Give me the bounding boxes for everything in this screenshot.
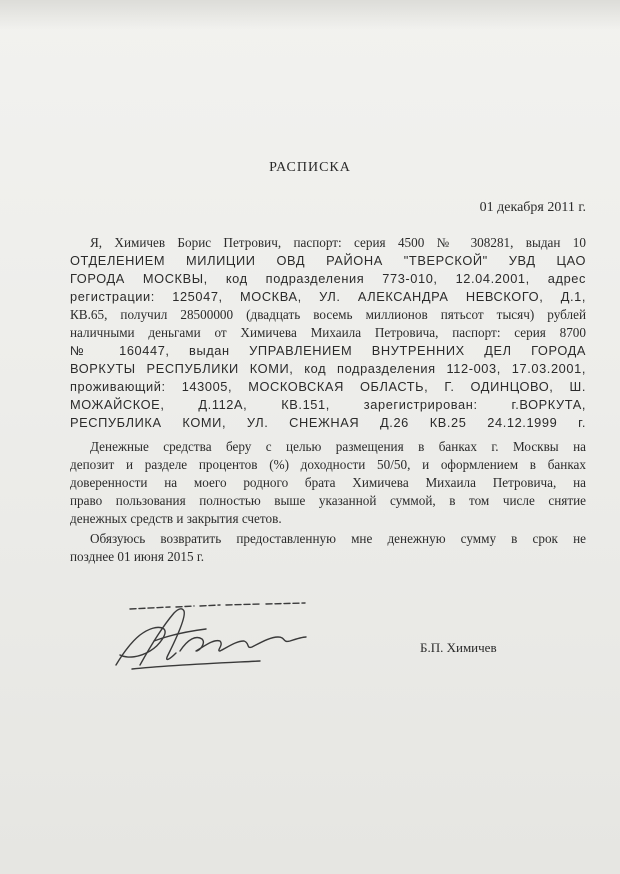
- body-line: МОЖАЙСКОЕ, Д.112А, КВ.151, зарегистрирован: г.ВОРКУТА,: [70, 397, 586, 412]
- body-line: ГОРОДА МОСКВЫ, код подразделения 773-010, 12.04.2001, адрес: [70, 271, 586, 286]
- body-line: наличными деньгами от Химичева Михаила Петровича, паспорт: серия 8700: [70, 325, 586, 340]
- body-line: право пользования полностью выше указанной суммой, в том числе снятие: [70, 493, 586, 508]
- document-date: 01 декабря 2011 г.: [479, 200, 586, 215]
- body-line: РЕСПУБЛИКА КОМИ, УЛ. СНЕЖНАЯ Д.26 КВ.25 24.12.1999 г.: [70, 415, 586, 430]
- body-line: Обязуюсь возвратить предоставленную мне денежную сумму в срок не: [90, 531, 586, 546]
- body-line: проживающий: 143005, МОСКОВСКАЯ ОБЛАСТЬ, Г. ОДИНЦОВО, Ш.: [70, 379, 586, 394]
- body-line: Я, Химичев Борис Петрович, паспорт: серия 4500 № 308281, выдан 10: [90, 235, 586, 250]
- body-line: ОТДЕЛЕНИЕМ МИЛИЦИИ ОВД РАЙОНА "ТВЕРСКОЙ" УВД ЦАО: [70, 253, 586, 268]
- body-line: № 160447, выдан УПРАВЛЕНИЕМ ВНУТРЕННИХ ДЕЛ ГОРОДА: [70, 343, 586, 358]
- body-line: доверенности на моего родного брата Химичева Михаила Петровича, на: [70, 475, 586, 490]
- body-line: денежных средств и закрытия счетов.: [70, 511, 282, 526]
- signer-name: Б.П. Химичев: [420, 640, 497, 655]
- body-line: КВ.65, получил 28500000 (двадцать восемь миллионов пятьсот тысяч) рублей: [70, 307, 586, 322]
- body-line: регистрации: 125047, МОСКВА, УЛ. АЛЕКСАНДРА НЕВСКОГО, Д.1,: [70, 289, 586, 304]
- body-line: депозит и разделе процентов (%) доходности 50/50, и оформлением в банках: [70, 457, 586, 472]
- document-title: РАСПИСКА: [269, 160, 351, 175]
- body-line: Денежные средства беру с целью размещения в банках г. Москвы на: [90, 439, 586, 454]
- handwritten-signature: [110, 595, 320, 680]
- body-line: ВОРКУТЫ РЕСПУБЛИКИ КОМИ, код подразделения 112-003, 17.03.2001,: [70, 361, 586, 376]
- body-line: позднее 01 июня 2015 г.: [70, 549, 205, 564]
